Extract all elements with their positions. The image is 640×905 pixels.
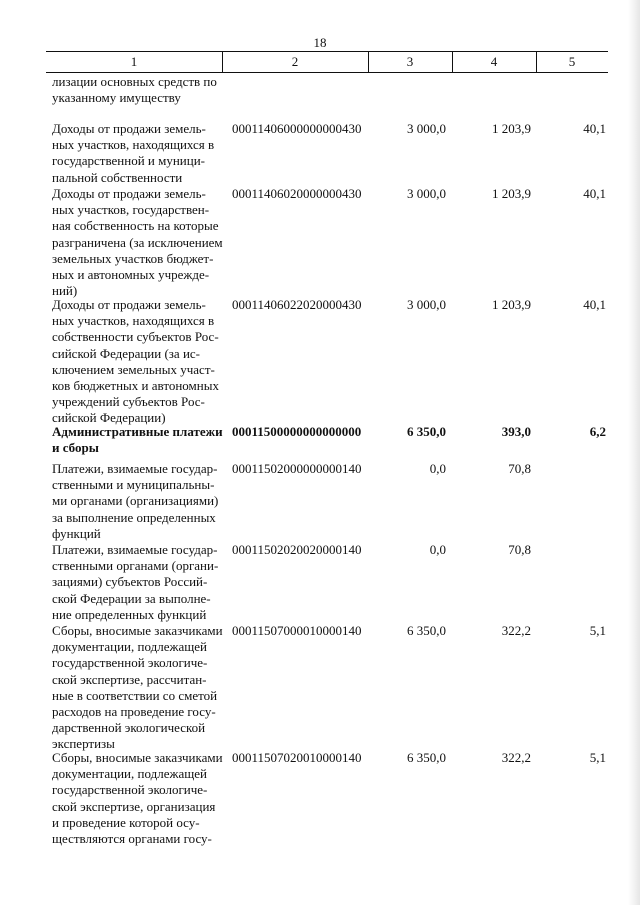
header-col-5: 5 [568, 54, 576, 69]
row-plan: 0,0 [429, 542, 446, 557]
header-col-4: 4 [490, 54, 498, 69]
row-percent: 40,1 [583, 297, 606, 312]
row-code: 00011406022020000430 [232, 297, 362, 312]
row-fact: 322,2 [501, 623, 531, 638]
row-name: Доходы от продажи земель- ных участков, находящихся в собственности субъектов Рос- сийской Федерации (за ис- ключением земельных участ- ков бюджетных и автономных учреждений субъектов Рос- сийской Федерации) [52, 297, 219, 426]
row-plan: 6 350,0 [407, 750, 446, 765]
row-plan: 0,0 [429, 461, 446, 476]
row-code: 00011507020010000140 [232, 750, 362, 765]
row-name: Платежи, взимаемые государ- ственными и муниципальны- ми органами (организациями) за выполнение определенных функций [52, 461, 219, 541]
row-plan: 6 350,0 [407, 623, 446, 638]
row-code: 00011502000000000140 [232, 461, 362, 476]
row-name: Доходы от продажи земель- ных участков, государствен- ная собственность на которые разграничена (за исключением земельных участков бюджет- ных и автономных учрежде- ний) [52, 186, 223, 299]
header-col-3: 3 [406, 54, 414, 69]
row-name: Сборы, вносимые заказчиками документации, подлежащей государственной экологиче- ской экспертизе, организация и проведение которой осу- ществляются органами госу- [52, 750, 223, 847]
row-fact: 322,2 [501, 750, 531, 765]
table-header [46, 51, 608, 73]
row-plan: 3 000,0 [407, 121, 446, 136]
row-code: 00011502020020000140 [232, 542, 362, 557]
scan-edge-shadow [628, 0, 640, 905]
row-name: Сборы, вносимые заказчиками документации, подлежащей государственной экологиче- ской экспертизе, рассчитан- ные в соответствии со сметой расходов на проведение госу- дарственной экологической экспертизы [52, 623, 223, 752]
row-percent: 40,1 [583, 186, 606, 201]
header-col-2: 2 [291, 54, 299, 69]
row-code: 00011406000000000430 [232, 121, 362, 136]
row-fact: 393,0 [501, 424, 531, 439]
row-name: Доходы от продажи земель- ных участков, находящихся в государственной и муници- пальной собственности [52, 121, 215, 185]
row-fact: 1 203,9 [492, 297, 531, 312]
row-code: 00011406020000000430 [232, 186, 362, 201]
row-fact: 1 203,9 [492, 121, 531, 136]
row-name: лизации основных средств по указанному имуществу [52, 74, 217, 106]
row-percent: 40,1 [583, 121, 606, 136]
row-percent: 5,1 [589, 623, 606, 638]
row-plan: 3 000,0 [407, 186, 446, 201]
row-fact: 1 203,9 [492, 186, 531, 201]
row-percent: 6,2 [589, 424, 606, 439]
row-plan: 6 350,0 [407, 424, 446, 439]
row-percent: 5,1 [589, 750, 606, 765]
row-fact: 70,8 [508, 461, 531, 476]
row-name: Административные платежи и сборы [52, 424, 223, 456]
header-col-1: 1 [130, 54, 138, 69]
row-fact: 70,8 [508, 542, 531, 557]
row-plan: 3 000,0 [407, 297, 446, 312]
page-number: 18 [313, 35, 327, 50]
row-code: 00011507000010000140 [232, 623, 362, 638]
row-code: 00011500000000000000 [232, 424, 362, 439]
row-name: Платежи, взимаемые государ- ственными органами (органи- зациями) субъектов Россий- ской Федерации за выполне- ние определенных функций [52, 542, 219, 622]
